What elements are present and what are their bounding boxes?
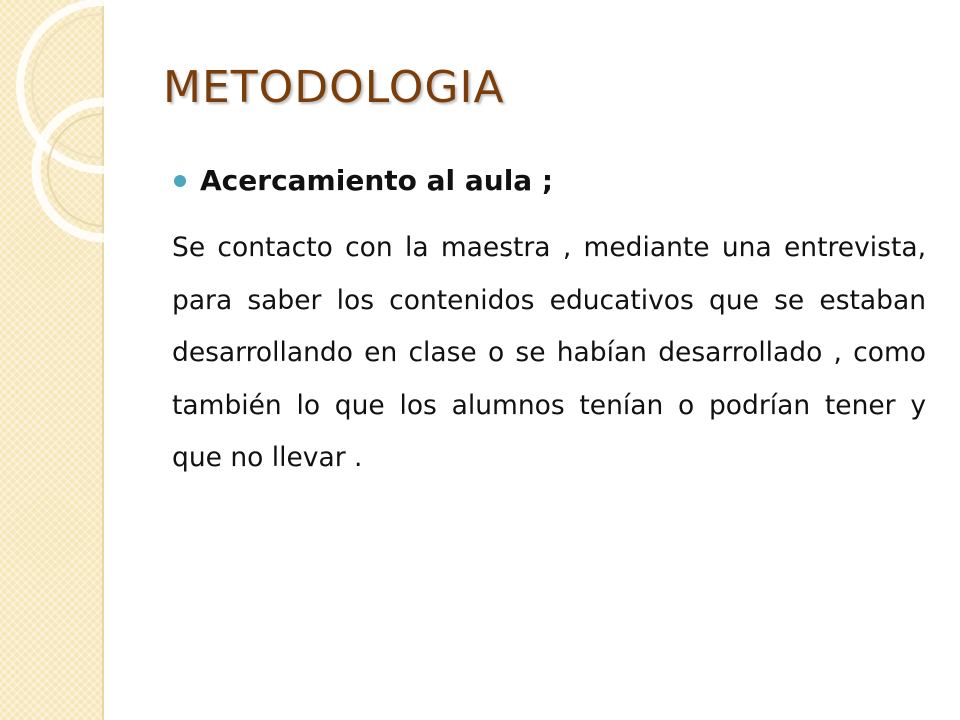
slide-title: METODOLOGIA	[163, 62, 505, 113]
bullet-dot-icon	[174, 175, 186, 187]
body-paragraph: Se contacto con la maestra , mediante una entrevista, para saber los contenidos educativos que se estaban desarrollando en clase o se habían desarrollado , como también lo que los alumnos tenían o podrían tener y que no llevar .	[172, 232, 926, 473]
bullet-item	[174, 164, 553, 197]
decorative-side-band	[0, 0, 104, 720]
bullet-label: Acercamiento al aula ;	[200, 164, 554, 197]
decorative-circles-icon	[0, 0, 104, 720]
